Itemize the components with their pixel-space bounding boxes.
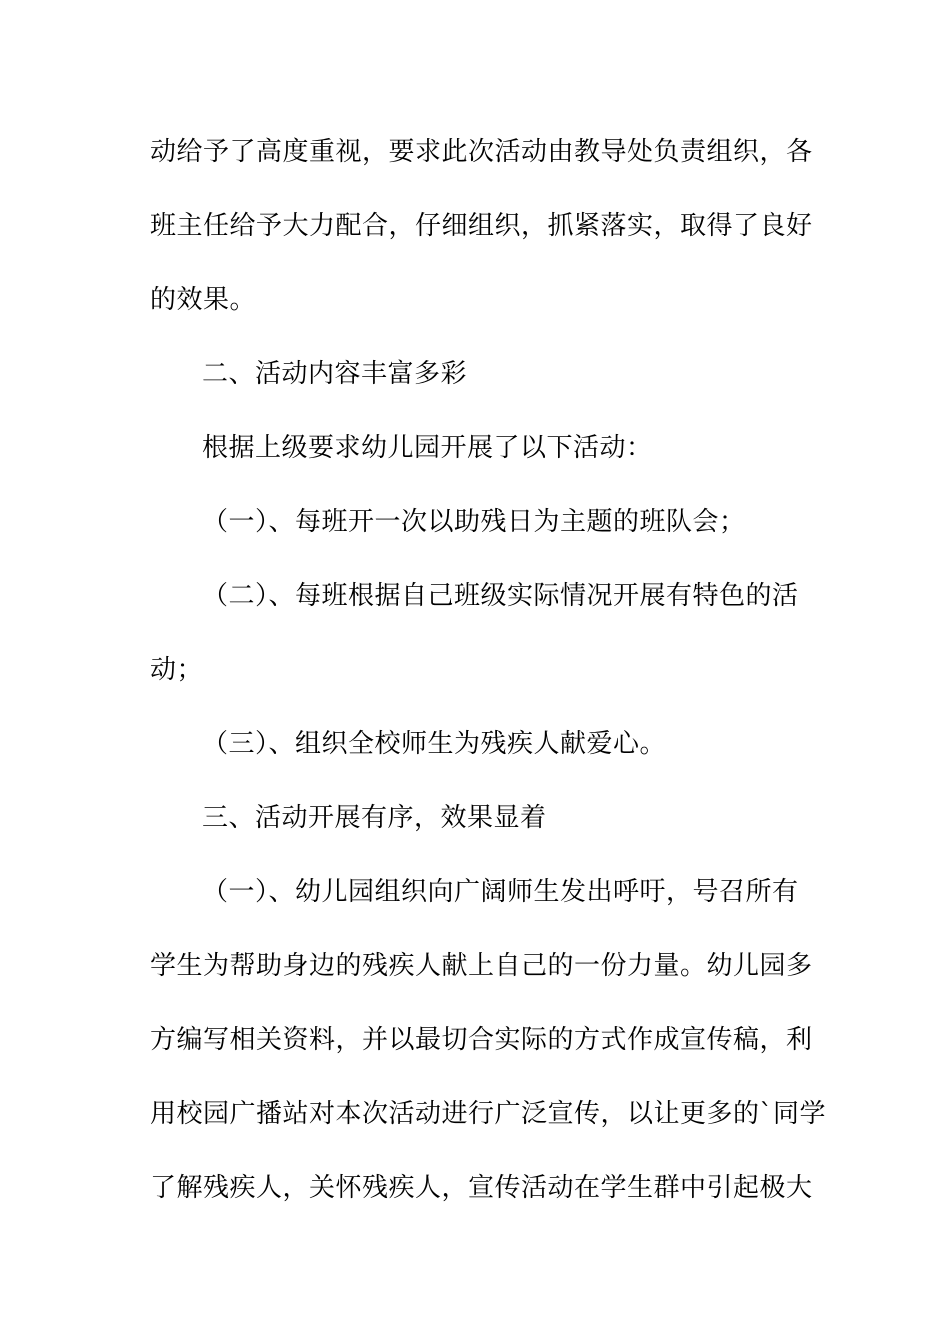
paragraph-line: 动给予了高度重视，要求此次活动由教导处负责组织，各 <box>150 137 813 167</box>
section-heading: 三、活动开展有序，效果显着 <box>202 803 547 833</box>
paragraph-line: 的效果。 <box>150 285 257 315</box>
paragraph-line: 班主任给予大力配合，仔细组织，抓紧落实，取得了良好 <box>150 211 813 241</box>
list-item: （三）、组织全校师生为残疾人献爱心。 <box>202 729 667 759</box>
list-item: （二）、每班根据自己班级实际情况开展有特色的活 <box>202 581 799 611</box>
list-item-continuation: 动； <box>150 655 204 685</box>
paragraph-line: 方编写相关资料，并以最切合实际的方式作成宣传稿，利 <box>150 1025 813 1055</box>
paragraph-line: 学生为帮助身边的残疾人献上自己的一份力量。幼儿园多 <box>150 951 813 981</box>
paragraph-line: 用校园广播站对本次活动进行广泛宣传，以让更多的`同学 <box>150 1099 827 1129</box>
list-item: （一）、幼儿园组织向广阔师生发出呼吁，号召所有 <box>202 877 799 907</box>
section-heading: 二、活动内容丰富多彩 <box>202 359 468 389</box>
list-item: （一）、每班开一次以助残日为主题的班队会； <box>202 507 746 537</box>
paragraph-line: 了解残疾人，关怀残疾人，宣传活动在学生群中引起极大 <box>150 1173 813 1203</box>
paragraph-line: 根据上级要求幼儿园开展了以下活动： <box>202 433 653 463</box>
